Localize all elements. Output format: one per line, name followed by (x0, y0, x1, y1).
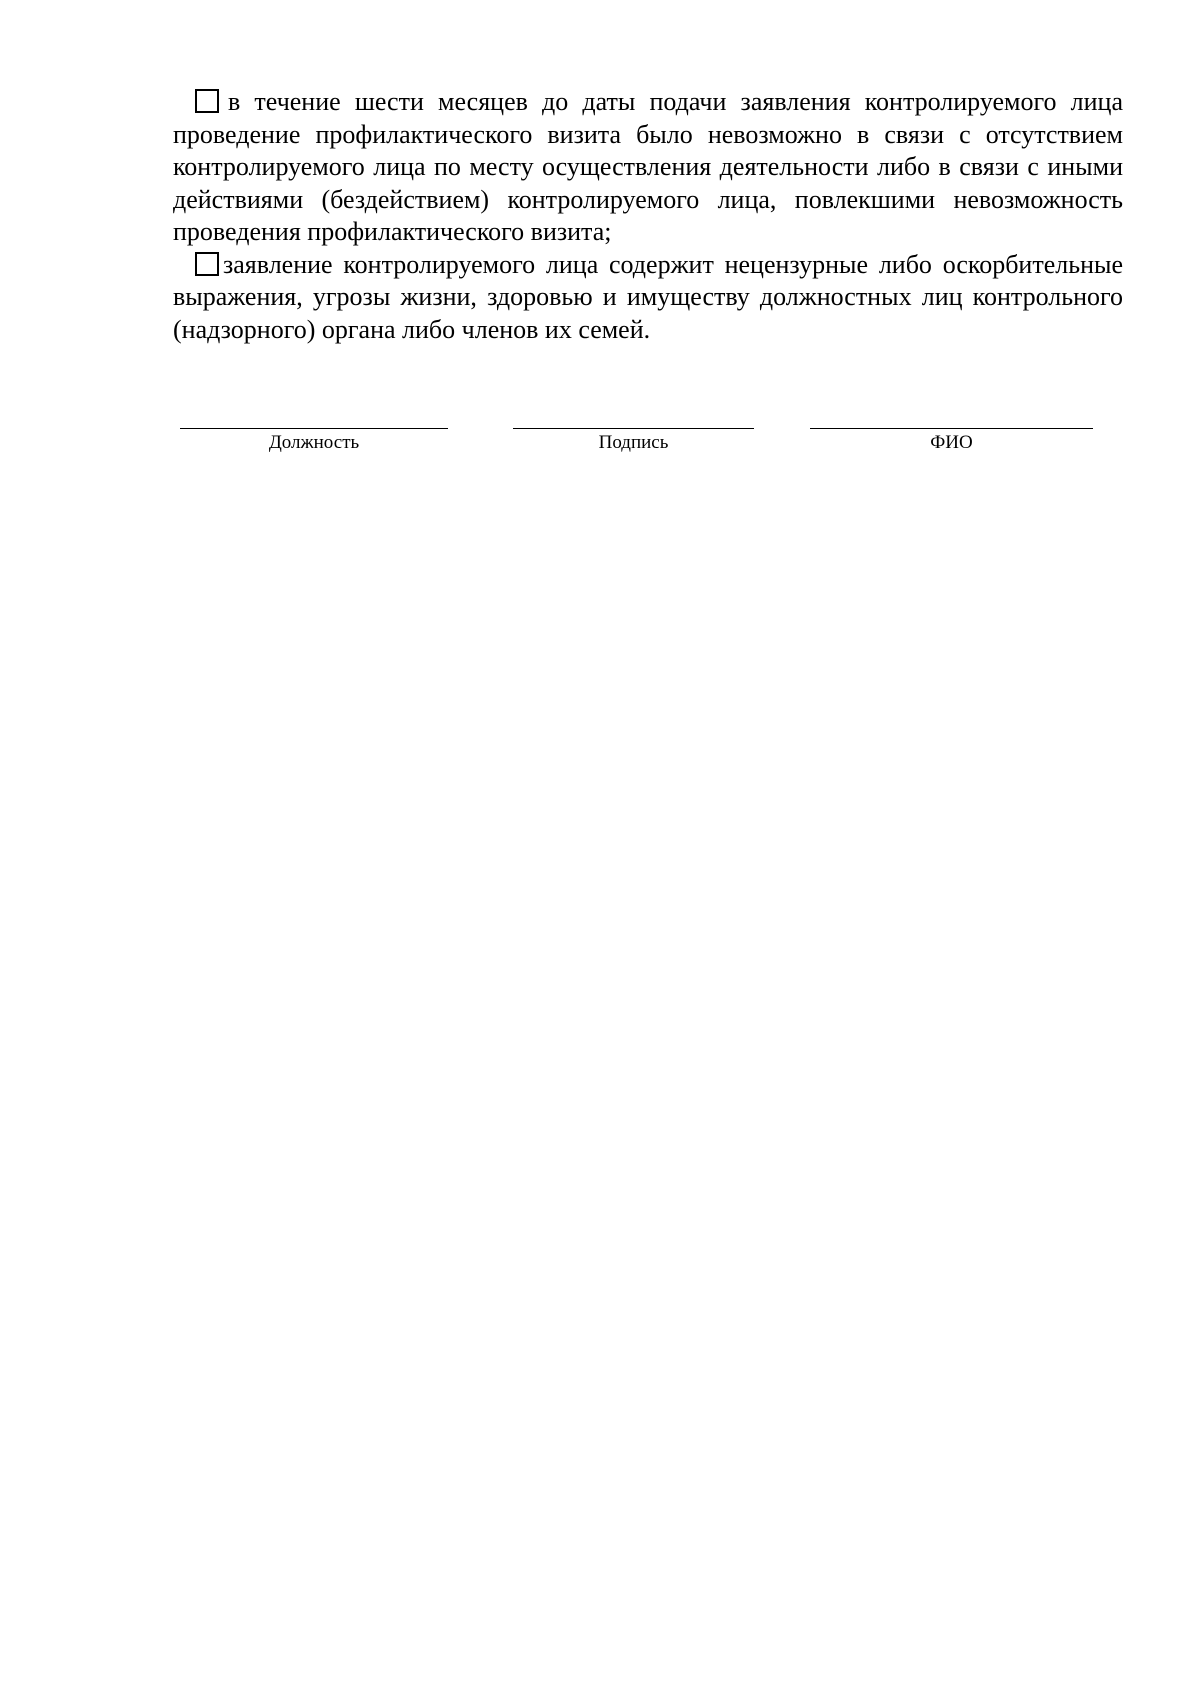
clause-text: заявление контролируемого лица содержит нецензурные либо оскорбительные выражения, угрозы жизни, здоровью и имуществу должностных лиц контрольного (надзорного) органа либо членов их семей. (173, 249, 1123, 344)
clause-text: в течение шести месяцев до даты подачи заявления контролируемого лица проведение профилактического визита было невозможно в связи с отсутствием контролируемого лица по месту осуществления деятельности либо в связи с иными действиями (бездействием) контролируемого лица, повлекшими невозможность проведения профилактического визита; (173, 87, 1123, 246)
name-field[interactable] (810, 428, 1093, 454)
clause-item (173, 249, 1123, 347)
checkbox[interactable] (195, 89, 219, 113)
name-line (810, 428, 1093, 429)
signature-line (513, 428, 754, 429)
signature-caption: Подпись (598, 432, 669, 453)
signature-field[interactable] (513, 428, 754, 454)
clause-item (173, 86, 1123, 249)
clause-list (173, 86, 1123, 346)
position-line (180, 428, 448, 429)
position-field[interactable] (180, 428, 448, 454)
name-caption: ФИО (930, 432, 973, 453)
signature-block (0, 428, 1200, 468)
position-caption: Должность (268, 432, 360, 453)
checkbox[interactable] (195, 252, 219, 276)
